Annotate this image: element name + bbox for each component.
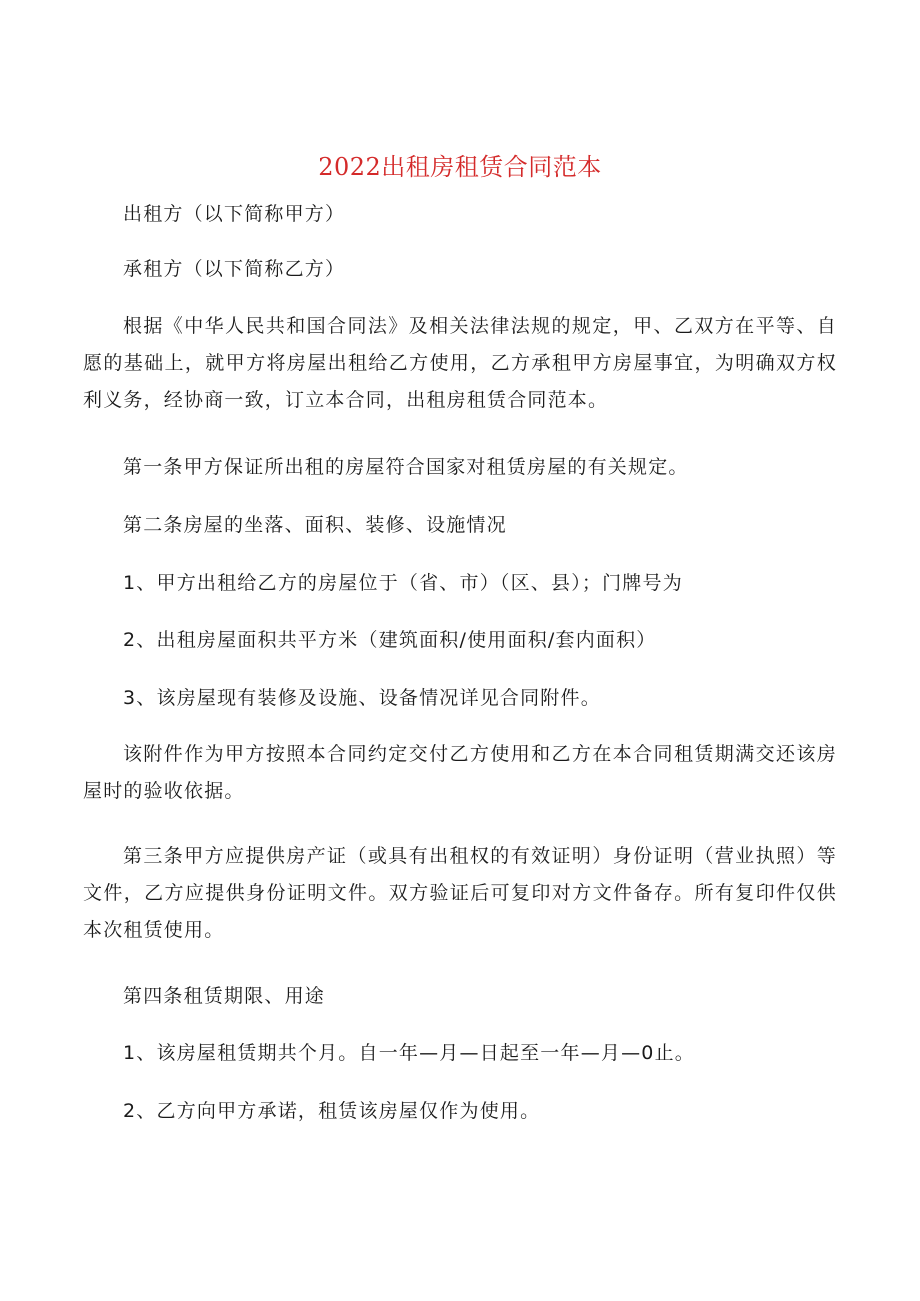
paragraph-lessee: 承租方（以下简称乙方） (123, 258, 346, 280)
paragraph-article-2-item-3: 3、该房屋现有装修及设施、设备情况详见合同附件。 (123, 687, 601, 709)
paragraph-article-1: 第一条甲方保证所出租的房屋符合国家对租赁房屋的有关规定。 (123, 456, 689, 478)
paragraph-article-2-heading: 第二条房屋的坐落、面积、装修、设施情况 (123, 514, 507, 536)
paragraph-annex-note: 该附件作为甲方按照本合同约定交付乙方使用和乙方在本合同租赁期满交还该房屋时的验收依据。 (83, 743, 837, 802)
paragraph-preamble: 根据《中华人民共和国合同法》及相关法律法规的规定，甲、乙双方在平等、自愿的基础上，就甲方将房屋出租给乙方使用，乙方承租甲方房屋事宜，为明确双方权利义务，经协商一致，订立本合同，出租房租赁合同范本。 (83, 315, 837, 411)
paragraph-article-3: 第三条甲方应提供房产证（或具有出租权的有效证明）身份证明（营业执照）等文件，乙方应提供身份证明文件。双方验证后可复印对方文件备存。所有复印件仅供本次租赁使用。 (83, 845, 837, 941)
document-title: 2022出租房租赁合同范本 (318, 153, 602, 181)
paragraph-article-4-item-2: 2、乙方向甲方承诺，租赁该房屋仅作为使用。 (123, 1100, 541, 1122)
paragraph-article-2-item-1: 1、甲方出租给乙方的房屋位于（省、市）（区、县）；门牌号为 (123, 572, 683, 594)
paragraph-article-4-heading: 第四条租赁期限、用途 (123, 985, 326, 1007)
paragraph-article-2-item-2: 2、出租房屋面积共平方米（建筑面积/使用面积/套内面积） (123, 629, 657, 651)
paragraph-lessor: 出租方（以下简称甲方） (123, 203, 346, 225)
paragraph-article-4-item-1: 1、该房屋租赁期共个月。自一年—月—日起至一年—月—0止。 (123, 1042, 695, 1064)
